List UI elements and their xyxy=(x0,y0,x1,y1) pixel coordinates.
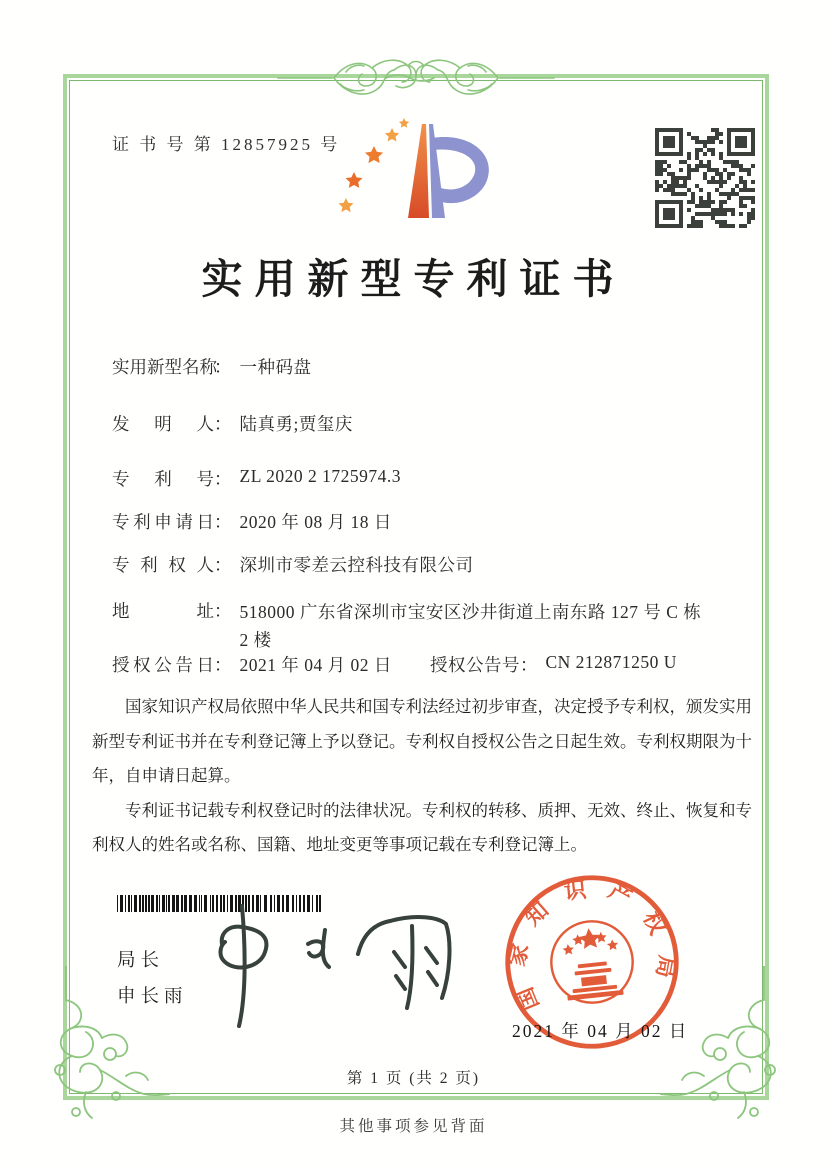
field-label: 专 利 权 人 xyxy=(112,555,214,575)
field-label: 实用新型名称 xyxy=(112,357,217,377)
field-row-filing-date: 专利申请日： 2020 年 08 月 18 日 xyxy=(112,509,392,534)
top-dragon-ornament-icon xyxy=(276,52,556,104)
legal-paragraph-1: 国家知识产权局依照中华人民共和国专利法经过初步审查，决定授予专利权，颁发实用新型专利证书并在专利登记簿上予以登记。专利权自授权公告之日起生效。专利权期限为十年，自申请日起算。 xyxy=(92,697,752,785)
field-row-address: 地 址 ： 518000 广东省深圳市宝安区沙井街道上南东路 127 号 C 栋 2 楼 xyxy=(112,598,752,654)
field-label: 授权公告日 xyxy=(112,655,214,675)
field-grant-number: 授权公告号： CN 212871250 U xyxy=(430,652,677,675)
field-value: 深圳市零差云控科技有限公司 xyxy=(239,555,474,575)
commissioner-name: 申长雨 xyxy=(117,987,188,1007)
field-value: CN 212871250 U xyxy=(545,652,677,672)
field-label: 地 址 xyxy=(112,601,214,621)
qr-code xyxy=(653,126,757,230)
field-value: 2021 年 04 月 02 日 xyxy=(239,655,392,675)
commissioner-signature xyxy=(212,900,452,1030)
cnipa-logo-icon xyxy=(330,114,510,234)
field-row-patent-number: 专 利 号： ZL 2020 2 1725974.3 xyxy=(112,466,401,489)
back-side-note: 其他事项参见背面 xyxy=(339,1118,488,1135)
field-label: 专利申请日 xyxy=(112,512,214,532)
certificate-title: 实用新型专利证书 xyxy=(201,256,626,302)
field-value: 一种码盘 xyxy=(239,357,312,377)
field-label: 授权公告号 xyxy=(430,655,520,675)
field-value: 518000 广东省深圳市宝安区沙井街道上南东路 127 号 C 栋 2 楼 xyxy=(239,602,702,650)
field-row-name: 实用新型名称： 一种码盘 xyxy=(112,354,312,379)
page-number: 第 1 页 (共 2 页) xyxy=(346,1070,481,1087)
field-value: 2020 年 08 月 18 日 xyxy=(239,512,392,532)
field-label: 发 明 人 xyxy=(112,414,214,434)
legal-paragraph-2: 专利证书记载专利权登记时的法律状况。专利权的转移、质押、无效、终止、恢复和专利权人的姓名或名称、国籍、地址变更等事项记载在专利登记簿上。 xyxy=(92,800,752,854)
seal-date: 2021 年 04 月 02 日 xyxy=(512,1021,689,1041)
certificate-number: 证 书 号 第 12857925 号 xyxy=(112,135,341,154)
field-value: 陆真勇;贾玺庆 xyxy=(239,414,353,434)
field-row-patentee: 专 利 权 人： 深圳市零差云控科技有限公司 xyxy=(112,552,474,577)
seal-text: 国家知识产权局 xyxy=(503,875,681,1015)
field-label: 专 利 号 xyxy=(112,469,214,489)
field-value: ZL 2020 2 1725974.3 xyxy=(239,466,401,486)
field-row-grant: 授权公告日： 2021 年 04 月 02 日 授权公告号： CN 212871250 U xyxy=(112,652,677,675)
legal-text xyxy=(92,690,752,863)
field-row-inventor: 发 明 人： 陆真勇;贾玺庆 xyxy=(112,411,353,436)
commissioner-title: 局长 xyxy=(117,951,165,971)
